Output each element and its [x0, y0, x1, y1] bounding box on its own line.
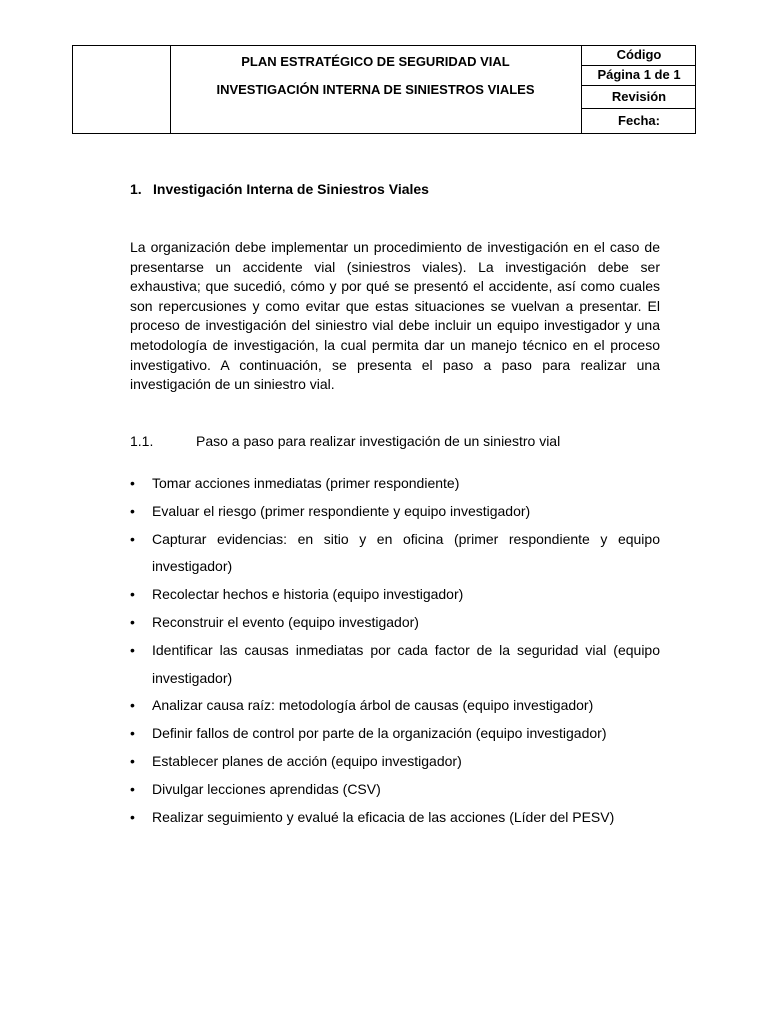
list-item: • Analizar causa raíz: metodología árbol de causas (equipo investigador): [130, 692, 660, 720]
section-heading: [130, 181, 429, 197]
subsection-heading: [130, 433, 560, 449]
list-item: • Tomar acciones inmediatas (primer respondiente): [130, 470, 660, 498]
plan-title: PLAN ESTRATÉGICO DE SEGURIDAD VIAL: [241, 54, 510, 69]
bullet-icon: •: [130, 725, 135, 742]
section-paragraph: La organización debe implementar un procedimiento de investigación en el caso de presentarse un accidente vial (siniestros viales). La investigación debe ser exhaustiva; que sucedió, cómo y por qué se presentó el accidente, así como cuales son repercusiones y como evitar que estas situaciones se vuelvan a presentar. El proceso de investigación del siniestro vial debe incluir un equipo investigador y una metodología de investigación, la cual permita dar un manejo técnico en el proceso investigativo. A continuación, se presenta el paso a paso para realizar una investigación de un siniestro vial.: [130, 239, 660, 393]
document-title: INVESTIGACIÓN INTERNA DE SINIESTROS VIALES: [216, 82, 535, 97]
bullet-icon: •: [130, 586, 135, 603]
list-item: • Realizar seguimiento y evalué la eficacia de las acciones (Líder del PESV): [130, 804, 660, 832]
subsection-number: 1.1.: [130, 433, 154, 449]
bullet-icon: •: [130, 613, 135, 630]
bullet-icon: •: [130, 752, 135, 769]
bullet-icon: •: [130, 475, 135, 491]
list-item: • Reconstruir el evento (equipo investigador): [130, 609, 660, 637]
header-meta-cell: [581, 46, 696, 133]
bullet-icon: •: [130, 808, 135, 825]
list-item: • Recolectar hechos e historia (equipo investigador): [130, 581, 660, 609]
subsection-title: Paso a paso para realizar investigación de un siniestro vial: [196, 433, 561, 449]
logo-cell: [73, 46, 171, 133]
bullet-icon: •: [130, 502, 135, 519]
fecha-label: Fecha:: [618, 113, 660, 128]
revision-label: Revisión: [582, 86, 696, 109]
list-item: • Establecer planes de acción (equipo investigador): [130, 748, 660, 776]
bullet-icon: •: [130, 697, 135, 714]
list-item: • Evaluar el riesgo (primer respondiente y equipo investigador): [130, 498, 660, 526]
list-item: • Divulgar lecciones aprendidas (CSV): [130, 776, 660, 804]
bullet-icon: •: [130, 641, 135, 658]
list-item: • Definir fallos de control por parte de la organización (equipo investigador): [130, 720, 660, 748]
bullet-icon: •: [130, 530, 135, 547]
bullet-icon: •: [130, 780, 135, 797]
section-title: Investigación Interna de Siniestros Viales: [153, 181, 429, 197]
document-header-table: [72, 45, 696, 134]
list-item: • Identificar las causas inmediatas por cada factor de la seguridad vial (equipo investigador): [130, 637, 660, 693]
header-title-cell: [171, 46, 580, 133]
pagina-label: Página 1 de 1: [582, 66, 696, 86]
section-number: 1.: [130, 181, 142, 197]
codigo-label: Código: [582, 46, 696, 66]
steps-list: [130, 470, 660, 831]
list-item: • Capturar evidencias: en sitio y en oficina (primer respondiente y equipo investigador): [130, 526, 660, 582]
